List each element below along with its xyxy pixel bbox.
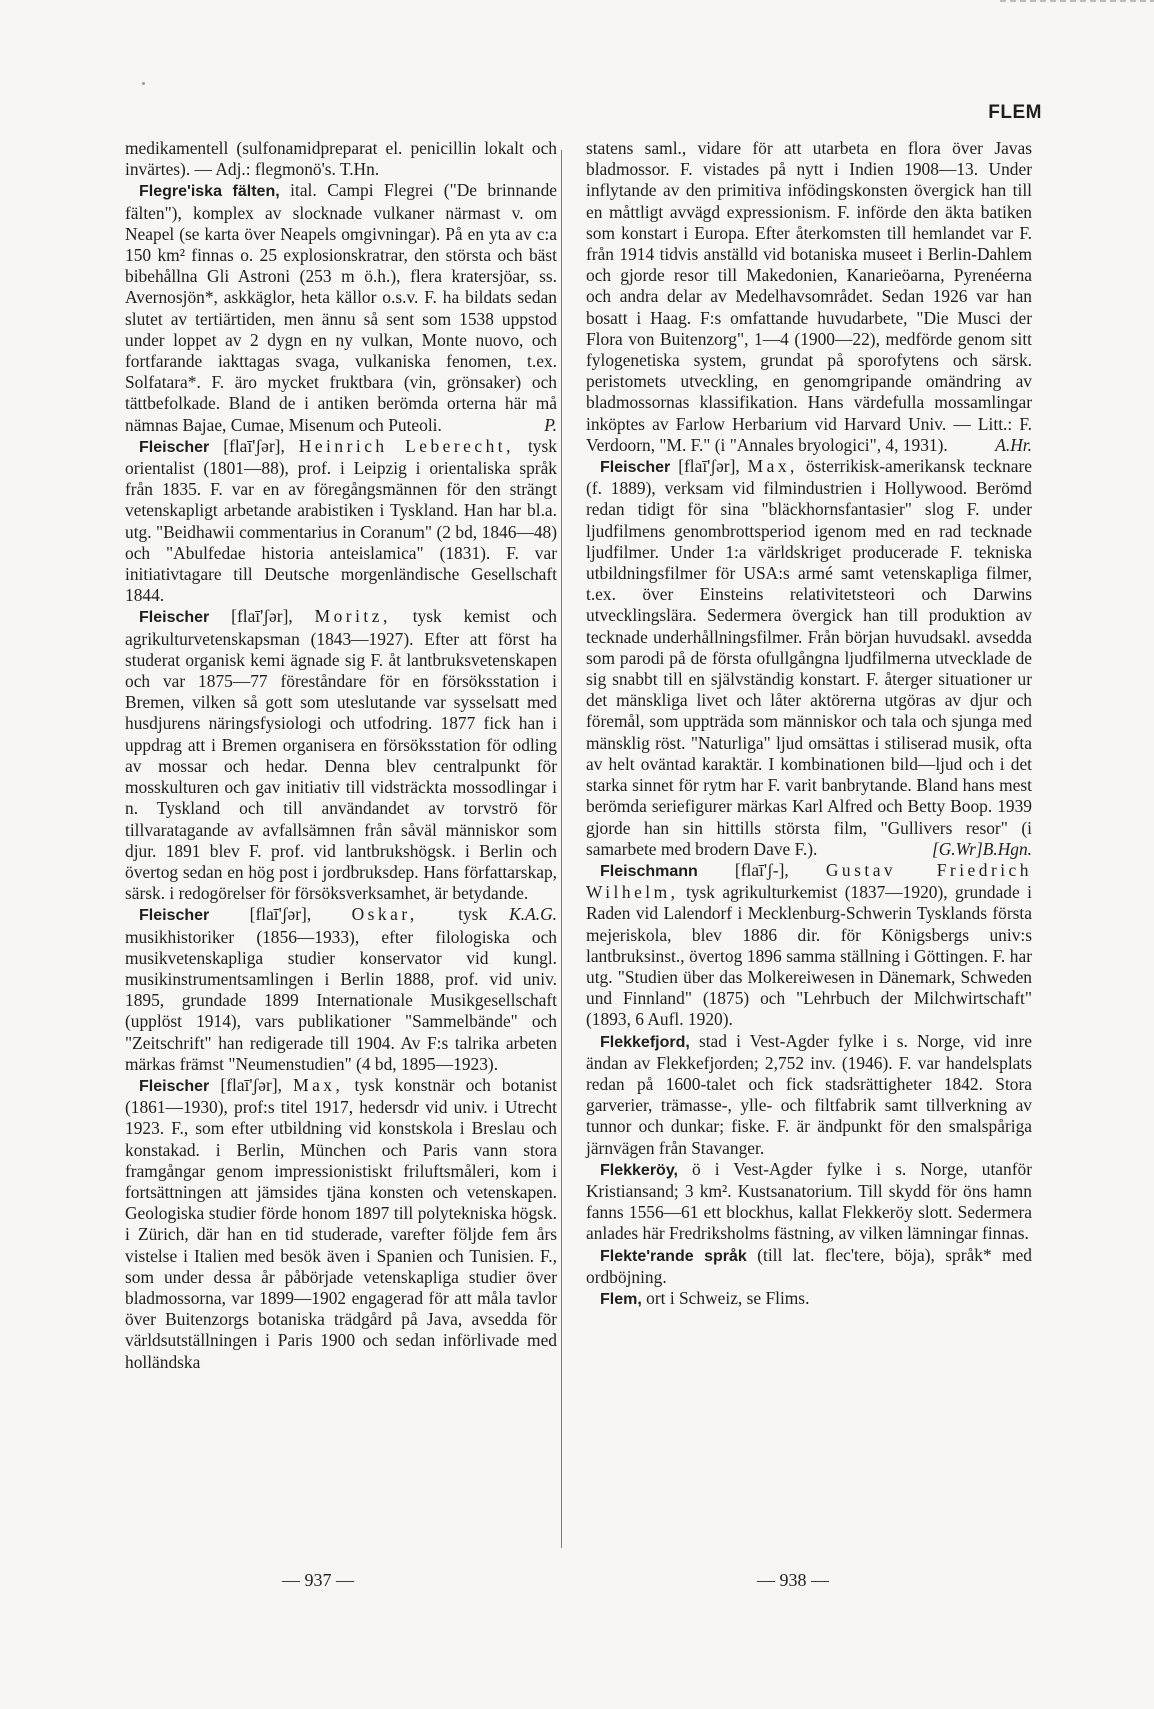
- signature: [G.Wr]B.Hgn.: [931, 838, 1032, 859]
- given-name: Max,: [747, 456, 798, 477]
- given-name: Moritz,: [314, 606, 391, 627]
- signature: A.Hr.: [995, 434, 1032, 455]
- running-head: FLEM: [988, 102, 1042, 123]
- headword: Flekkeröy,: [600, 1161, 678, 1179]
- headword: Fleischmann: [600, 862, 698, 880]
- entry-continuation: medikamentell (sulfonamidpreparat el. penicillin lokalt och invärtes). — Adj.: flegmonö's. T.Hn.: [125, 138, 557, 180]
- entry-fleischer-oskar: Fleischer [flaī'ʃər], Oskar, tysk musikhistoriker (1856—1933), efter filologiska och musikvetenskapliga studier konservator vid kungl. musikinstrumentsamlingen i Berlin 1888, prof. vid univ. 1895, grundade 1899 Internationale Musikgesellschaft (upplöst 1914), vars publikationer "Sammelbände" och "Zeitschrift" han redigerade till 1904. Av F:s talrika arbeten märkas främst "Neumenstudien" (4 bd, 1895—1923).: [125, 904, 557, 1074]
- entry-flekkeroy: Flekkeröy, ö i Vest-Agder fylke i s. Norge, utanför Kristiansand; 3 km². Kustsanatorium. Till skydd för öns hamn fanns 1556—61 ett blockhus, kallat Flekkeröy slott. Sedermera anlades här Fredriksholms fästning, av vilken lämningar finnas.: [586, 1158, 1032, 1244]
- entry-flekkefjord: Flekkefjord, stad i Vest-Agder fylke i s. Norge, vid inre ändan av Flekkefjorden; 2,752 inv. (1946). F. var handelsplats redan på 1600-talet och fick stadsrättigheter 1842. Stora garverier, trämasse-, ylle- och filtfabrik samt tillverkning av tunnor och dunkar; fiske. F. är ändpunkt för den smalspåriga järnvägen från Stavanger.: [586, 1030, 1032, 1158]
- headword: Fleischer: [139, 438, 210, 456]
- entry-continuation: statens saml., vidare för att utarbeta en flora över Javas bladmossor. F. vistades på nytt i Indien 1908—13. Under inflytande av den primitiva infödingskonsten övergick han till en måttligt avvägd expressionism. F. införde den äkta batiken som konstart i Europa. Efter återkomsten till hemlandet var F. från 1914 tidvis anställd vid botaniska museet i Berlin-Dahlem och gjorde resor till Makedonien, Kanarieöarna, Pyrenéerna och andra delar av Medelhavsområdet. Sedan 1926 var han bosatt i Haag. F:s omfattande huvudarbete, "Die Musci der Flora von Buitenzorg", 1—4 (1900—22), medförde genom sitt fylogenetiska system, grundat på sporofytens och särsk. peristomets utveckling, en genomgripande omändring av bladmossornas klassifikation. Hans värdefulla mossamlingar inköptes av Farlow Herbarium vid Harvard Univ. — Litt.: F. Verdoorn, "M. F." (i "Annales bryologici", 4, 1931). A.Hr.: [586, 138, 1032, 455]
- entry-fleischmann: Fleischmann [flaī'ʃ-], Gustav Friedrich Wilhelm, tysk agrikulturkemist (1837—1920), grundade i Raden vid Lalendorf i Mecklenburg-Schwerin Tysklands första mejeriskola, blev 1886 dir. för Königsbergs univ:s lantbruksinst., övertog 1896 samma ställning i Göttingen. F. har utg. "Studien über das Molkereiwesen in Dänemark, Schweden und Finnland" (1875) och "Lehrbuch der Milchwirtschaft" (1893, 6 Aufl. 1920).: [586, 859, 1032, 1030]
- headword: Flem,: [600, 1290, 642, 1308]
- entry-fleischer-moritz: Fleischer [flaī'ʃər], Moritz, tysk kemist och agrikulturvetenskapsman (1843—1927). Efter att först ha studerat organisk kemi ägnade sig F. åt lantbruksvetenskapen och var 1875—77 föreståndare för en försöksstation i Bremen, vilken så gott som uteslutande var sysselsatt med husdjurens näringsfysiologi och utfodring. 1877 fick han i uppdrag att i Bremen organisera en försöksstation för odling av mossar och hedar. Denna blev centralpunkt för mosskulturen och gav initiativ till vidsträckta mossodlingar i n. Tyskland och till användandet av torvströ för tillvaratagande av avfallsämnen från såväl människor som djur. 1891 blev F. prof. vid lantbrukshögsk. i Berlin och övertog sedan en hög post i jordbruksdep. Hans författarskap, särsk. i redogörelser för försöksverksamhet, är betydande. K.A.G.: [125, 606, 557, 925]
- entry-fleischer-max-botanist: Fleischer [flaī'ʃər], Max, tysk konstnär och botanist (1861—1930), prof:s titel 1917, hedersdr vid univ. i Utrecht 1923. F., som efter utbildning vid konstskola i Breslau och konstakad. i Berlin, München och Paris vann stora framgångar genom impressionistiskt friluftsmåleri, kom i fortsättningen att jämsides tjäna konsten och vetenskapen. Geologiska studier förde honom 1897 till polytekniska högsk. i Zürich, där han en tid studerade, varefter följde fem års vistelse i Italien med besök även i Spanien och Tunisien. F., som under dessa år påbörjade vetenskapliga studier över bladmossorna, var 1899—1902 engagerad för att måla tavlor över Buitenzorgs botaniska trädgård på Java, avsedda för världsutställningen i Paris 1900 och sedan införlivade med holländska: [125, 1074, 557, 1372]
- signature: K.A.G.: [509, 904, 557, 925]
- given-name: Max,: [293, 1074, 344, 1095]
- headword: Fleischer: [139, 609, 210, 627]
- pronunciation: [flaī'ʃər],: [231, 606, 293, 627]
- entry-flegreiska: Flegre'iska fälten, ital. Campi Flegrei ("De brinnande fälten"), komplex av slocknade vulkaner närmast v. om Neapel (se karta över Neapels omgivningar). På en yta av c:a 150 km² finnas o. 25 explosionskratrar, den största och bäst bibehållna Gli Astroni (253 m ö.h.), flera kratersjöar, ss. Avernosjön*, askkäglor, heta källor o.s.v. F. ha bildats sedan slutet av tertiärtiden, men ännu så sent som 1538 uppstod under loppet av 2 dygn en ny vulkan, Monte nuovo, och fortfarande iakttagas svaga, vulkaniska fenomen, t.ex. Solfatara*. F. äro mycket fruktbara (vin, grönsaker) och tättbefolkade. Bland de i antiken berömda orterna här må nämnas Bajae, Cumae, Misenum och Puteoli. P.: [125, 180, 557, 435]
- headword: Flekte'rande språk: [600, 1247, 747, 1265]
- page-number-left: — 937 —: [282, 1570, 354, 1590]
- headword: Flegre'iska fälten,: [139, 183, 280, 201]
- headword: Fleischer: [139, 1077, 210, 1095]
- headword: Flekkefjord,: [600, 1033, 690, 1051]
- given-name: Heinrich Leberecht,: [298, 435, 514, 456]
- pronunciation: [flaī'ʃ-],: [734, 859, 789, 880]
- headword: Fleischer: [600, 459, 671, 477]
- given-name: Gustav Friedrich Wilhelm,: [586, 859, 1032, 903]
- page-number-right: — 938 —: [757, 1570, 829, 1590]
- signature: P.: [544, 414, 557, 435]
- given-name: Oskar,: [351, 904, 418, 925]
- top-edge-rule: [1000, 0, 1154, 2]
- entry-flekterande-sprak: Flekte'rande språk (till lat. flec'tere, böja), språk* med ordböjning.: [586, 1244, 1032, 1287]
- paper-speck: [142, 82, 145, 85]
- headword: Fleischer: [139, 907, 210, 925]
- left-column: [125, 138, 557, 1373]
- pronunciation: [flaī'ʃər],: [249, 904, 312, 925]
- pronunciation: [flaī'ʃər],: [678, 456, 740, 477]
- column-divider: [561, 150, 562, 1548]
- entry-fleischer-heinrich: Fleischer [flaī'ʃər], Heinrich Leberecht, tysk orientalist (1801—88), prof. i Leipzig i orientaliska språk från 1835. F. var en av föregångsmännen för den strängt vetenskapligt arbetande arabistiken i Tyskland. Han har bl.a. utg. "Beidhawii commentarius in Coranum" (2 bd, 1846—48) och "Abulfedae historia anteislamica" (1831). F. var initiativtagare till Deutsche morgenländische Gesellschaft 1844.: [125, 435, 557, 606]
- entry-fleischer-max-animator: Fleischer [flaī'ʃər], Max, österrikisk-amerikansk tecknare (f. 1889), verksam vid filmindustrien i Hollywood. Berömd redan tidigt för sina "bläckhornsfantasier" slog F. under ljudfilmens genombrottsperiod igenom med en rad tecknade ljudfilmer. Under 1:a världskriget producerade F. tekniska utbildningsfilmer för USA:s armé samt vetenskapliga filmer, t.ex. över Einsteins relativitetsteori och Darwins utvecklingslära. Sedermera övergick han till produktion av tecknade underhållningsfilmer. Från början huvudsakl. avsedda som parodi på de första ofullgångna ljudfilmerna utvecklade de sig snabbt till en självständig konstart. F. återger situationer ur det mänskliga livet och låter aktörerna utgöras av djur och föremål, som uppträda som människor och tala och sjunga med mänsklig röst. "Naturliga" ljud omsättas i stiliserad musik, ofta av helt oväntad karaktär. I kombinationen bild—ljud och i det starka sinnet för rytm har F. varit banbrytande. Bland hans mest berömda seriefigurer märkas Karl Alfred och Betty Boop. 1939 gjorde han sin hittills största film, "Gullivers resor" (i samarbete med brodern Dave F.). [G.Wr]B.Hgn.: [586, 456, 1032, 859]
- pronunciation: [flaī'ʃər],: [223, 435, 285, 456]
- pronunciation: [flaī'ʃər],: [220, 1074, 282, 1095]
- entry-flem: Flem, ort i Schweiz, se Flims.: [600, 1287, 810, 1308]
- right-column: [586, 138, 1032, 1310]
